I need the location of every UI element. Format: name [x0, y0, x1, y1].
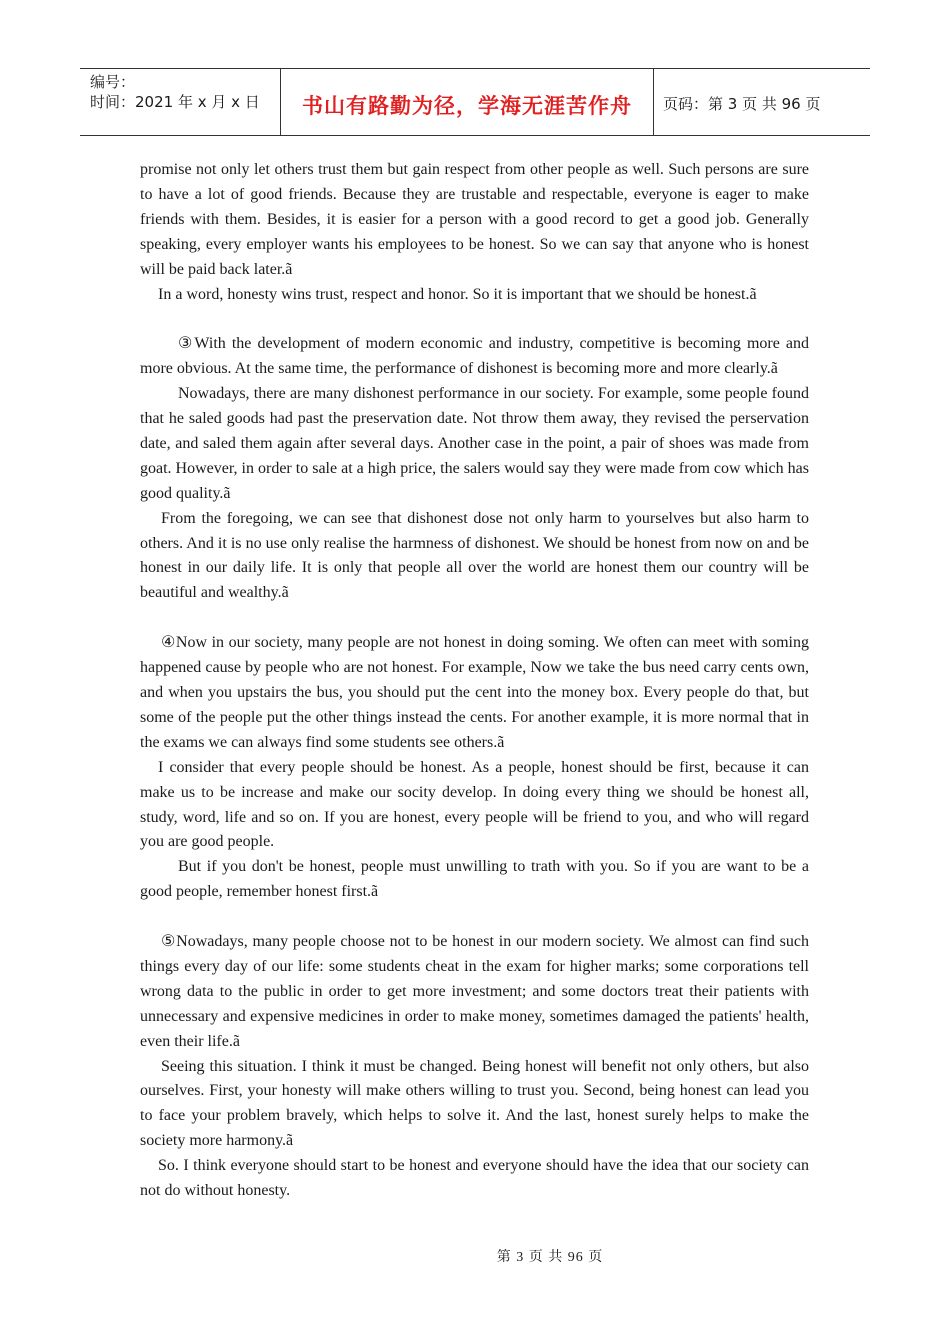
body-paragraph: From the foregoing, we can see that dishonest dose not only harm to yourselves but also harm to others. And it is no use only realise the harmness of dishonest. We should be honest from now on and be honest in our daily life. It is only that people all over the world are honest them our country will be beautiful and wealthy.ã — [140, 509, 809, 602]
essay-4-paragraph: ④Now in our society, many people are not honest in doing soming. We often can meet with soming happened cause by people who are not honest. For example, Now we take the bus need carry cents own, and when you upstairs the bus, you should put the cent into the money box. Every people do that, but some of the people put the other things instead the cents. For another example, it is more normal that in the exams we can always find some students see others.ã — [140, 634, 809, 751]
header-motto-cell — [281, 69, 654, 135]
header-page-info: 页码：第 3 页 共 96 页 — [663, 95, 821, 113]
footer-page-number: 第 3 页 共 96 页 — [496, 1250, 604, 1265]
document-date-label: 时间：2021 年 x 月 x 日 — [90, 93, 260, 111]
header-motto: 书山有路勤为径，学海无涯苦作舟 — [302, 94, 632, 118]
body-paragraph: But if you don't be honest, people must unwilling to trath with you. So if you are want to be a good people, remember honest first.ã — [140, 858, 809, 901]
body-paragraph: promise not only let others trust them but gain respect from other people as well. Such persons are sure to have a lot of good friends. Because they are trustable and respectable, everyone is eager to make friends with them. Besides, it is easier for a person with a good record to get a good job. Generally speaking, every employer wants his employees to be honest. So we can say that anyone who is honest will be paid back later.ã — [140, 161, 809, 278]
body-paragraph: In a word, honesty wins trust, respect and honor. So it is important that we should be honest.ã — [158, 285, 757, 303]
body-paragraph: So. I think everyone should start to be honest and everyone should have the idea that our society can not do without honesty. — [140, 1157, 809, 1200]
essay-3-paragraph: ③With the development of modern economic and industry, competitive is becoming more and more obvious. At the same time, the performance of dishonest is becoming more and more clearly.ã — [140, 335, 809, 378]
body-paragraph: I consider that every people should be honest. As a people, honest should be first, because it can make us to be increase and make our socity develop. In doing every thing we should be honest all, study, word, life and so on. If you are honest, every people will be friend to you, and who will regard you are good people. — [140, 758, 809, 851]
header-meta-cell — [80, 69, 281, 135]
document-body — [140, 158, 809, 1204]
paragraph-gap — [140, 307, 809, 332]
paragraph-gap — [140, 905, 809, 930]
paragraph-gap — [140, 606, 809, 631]
essay-5-paragraph: ⑤Nowadays, many people choose not to be honest in our modern society. We almost can find such things every day of our life: some students cheat in the exam for higher marks; some corporations tell wrong data to the public in order to get more investment; and some doctors treat their patients with unnecessary and expensive medicines in order to make money, sometimes damaged the patients' health, even their life.ã — [140, 933, 809, 1050]
body-paragraph: Seeing this situation. I think it must be changed. Being honest will benefit not only others, but also ourselves. First, your honesty will make others willing to trust you. Second, being honest can lead you to face your problem bravely, which helps to solve it. And the last, honest surely helps to make the society more harmony.ã — [140, 1057, 809, 1150]
header-page-cell — [654, 69, 870, 135]
page-header — [80, 68, 870, 136]
document-number-label: 编号： — [90, 73, 136, 91]
page-footer — [0, 1246, 950, 1266]
body-paragraph: Nowadays, there are many dishonest performance in our society. For example, some people found that he saled goods had past the preservation date. Not throw them away, they revised the perservation date, and saled them again after several days. Another case in the point, a pair of shoes was made from goat. However, in order to sale at a high price, the salers would say they were made from cow which has good quality.ã — [140, 385, 809, 502]
